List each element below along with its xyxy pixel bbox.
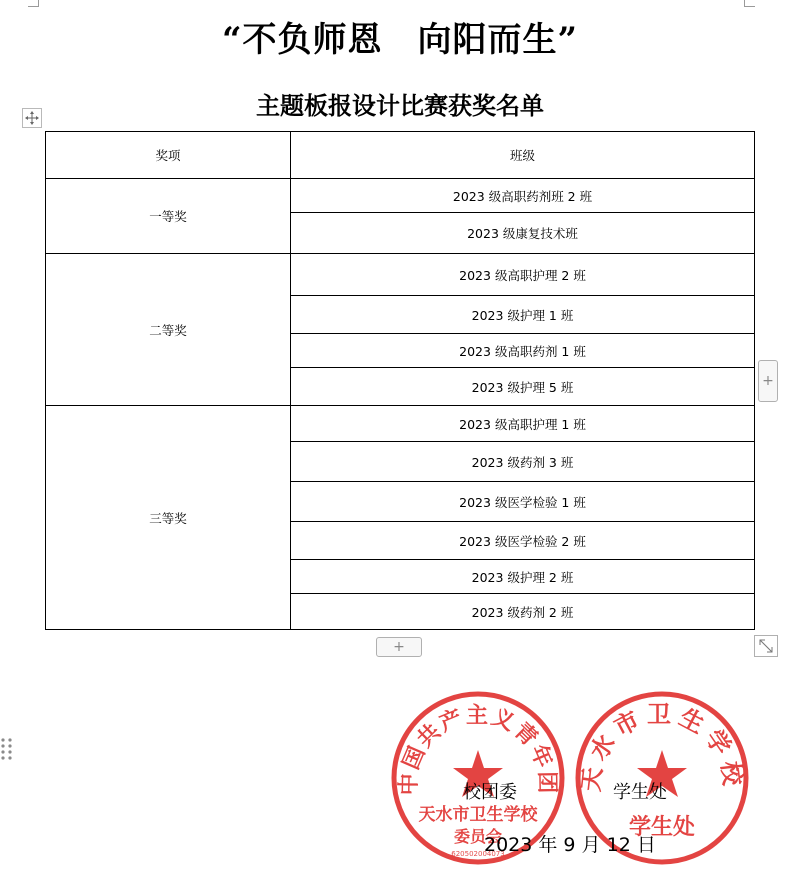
class-name-cell: 2023 级康复技术班	[291, 213, 755, 254]
svg-text:620502004073: 620502004073	[451, 850, 505, 858]
table-move-handle[interactable]	[22, 108, 42, 128]
class-name-cell: 2023 级药剂 2 班	[291, 594, 755, 630]
header-class: 班级	[291, 132, 755, 179]
award-table	[45, 131, 755, 630]
class-name-cell: 2023 级高职护理 1 班	[291, 406, 755, 442]
class-name-cell: 2023 级高职药剂 1 班	[291, 334, 755, 368]
signature-date: 2023 年 9 月 12 日	[484, 834, 656, 856]
table-header-row	[46, 132, 755, 179]
class-name-cell: 2023 级药剂 3 班	[291, 442, 755, 482]
page-corner-mark-left	[28, 0, 39, 7]
add-row-button[interactable]: +	[376, 637, 422, 657]
document-subtitle: 主题板报设计比赛获奖名单	[256, 91, 544, 120]
signature-student-affairs: 学生处	[613, 782, 667, 803]
svg-text:委员会: 委员会	[453, 827, 503, 846]
class-name-cell: 2023 级医学检验 1 班	[291, 482, 755, 522]
drag-dots-icon	[0, 736, 14, 762]
add-column-button[interactable]: +	[758, 360, 778, 402]
svg-text:中国共产主义青年团: 中国共产主义青年团	[396, 703, 560, 796]
signature-youth-league: 校团委	[463, 782, 517, 803]
document-title: “不负师恩 向阳而生”	[221, 20, 579, 60]
table-resize-handle[interactable]	[754, 635, 778, 657]
award-level-cell: 一等奖	[46, 179, 291, 254]
svg-text:天水市卫生学校: 天水市卫生学校	[418, 805, 538, 825]
table-row	[46, 254, 755, 296]
svg-text:学生处: 学生处	[628, 815, 696, 840]
header-award: 奖项	[46, 132, 291, 179]
class-name-cell: 2023 级高职护理 2 班	[291, 254, 755, 296]
award-level-cell: 三等奖	[46, 406, 291, 630]
award-level-cell: 二等奖	[46, 254, 291, 406]
page-corner-mark-right	[744, 0, 755, 7]
class-name-cell: 2023 级医学检验 2 班	[291, 522, 755, 560]
paragraph-drag-handle[interactable]	[0, 736, 14, 766]
svg-text:天水市卫生学校: 天水市卫生学校	[576, 700, 748, 793]
table-row	[46, 406, 755, 442]
class-name-cell: 2023 级高职药剂班 2 班	[291, 179, 755, 213]
table-row	[46, 179, 755, 213]
class-name-cell: 2023 级护理 5 班	[291, 368, 755, 406]
class-name-cell: 2023 级护理 1 班	[291, 296, 755, 334]
class-name-cell: 2023 级护理 2 班	[291, 560, 755, 594]
